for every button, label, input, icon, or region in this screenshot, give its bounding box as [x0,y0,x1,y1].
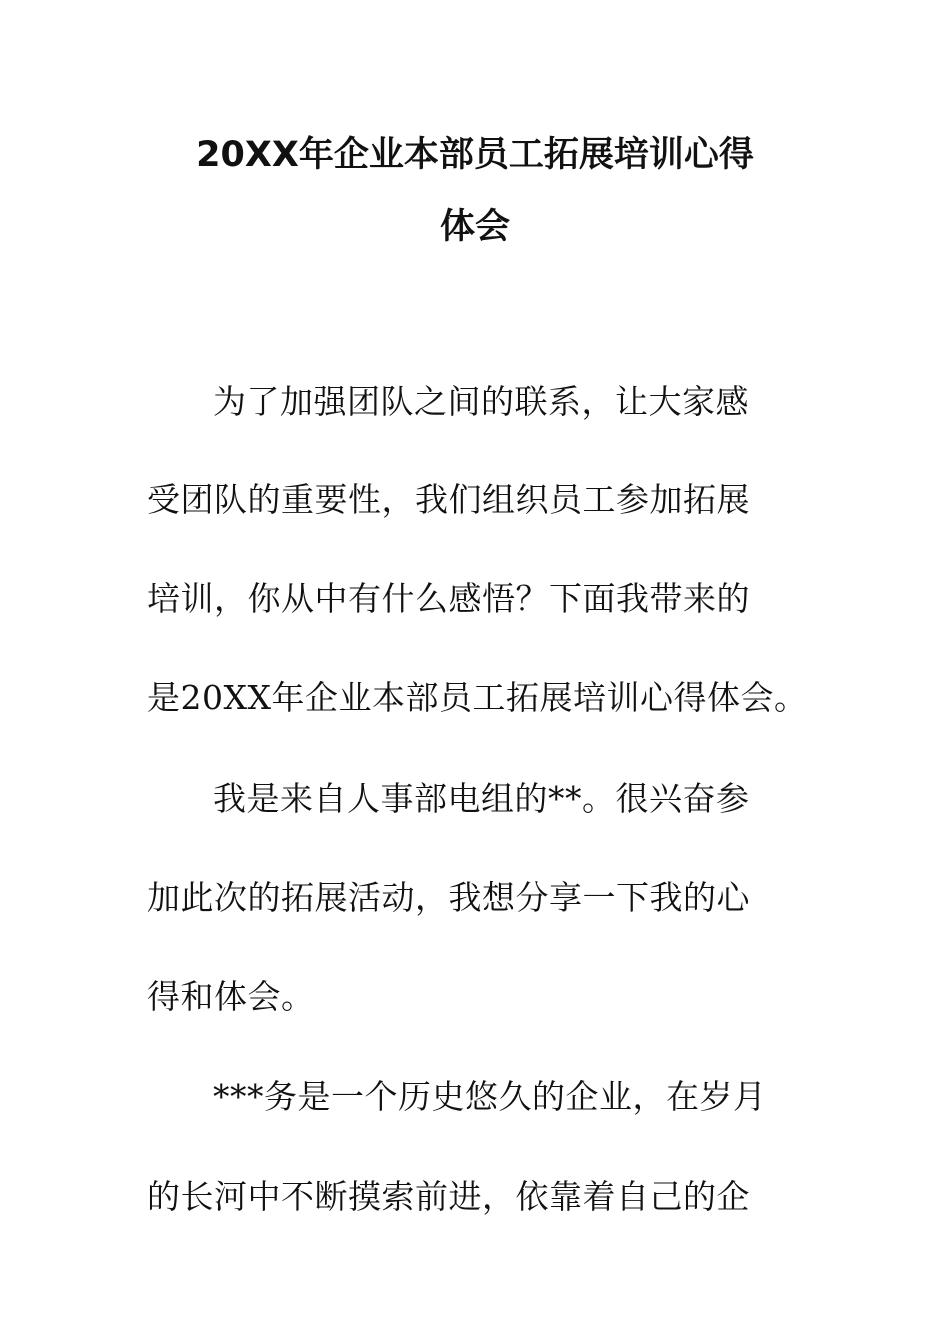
body-line-9: 的长河中不断摸索前进，依靠着自己的企 [147,1177,750,1216]
body-line-2: 受团队的重要性，我们组织员工参加拓展 [147,480,750,519]
document-title-line-2: 体会 [439,207,510,247]
body-line-4: 是20XX年企业本部员工拓展培训心得体会。 [147,678,808,717]
body-line-3: 培训，你从中有什么感悟？下面我带来的 [147,579,750,618]
body-line-5: 我是来自人事部电组的**。很兴奋参 [213,779,750,818]
body-line-8: ***务是一个历史悠久的企业，在岁月 [213,1077,767,1116]
body-line-1: 为了加强团队之间的联系，让大家感 [213,382,749,421]
body-line-6: 加此次的拓展活动，我想分享一下我的心 [147,878,750,917]
document-title-line-1: 20XX年企业本部员工拓展培训心得 [196,135,754,175]
body-line-7: 得和体会。 [147,977,315,1016]
